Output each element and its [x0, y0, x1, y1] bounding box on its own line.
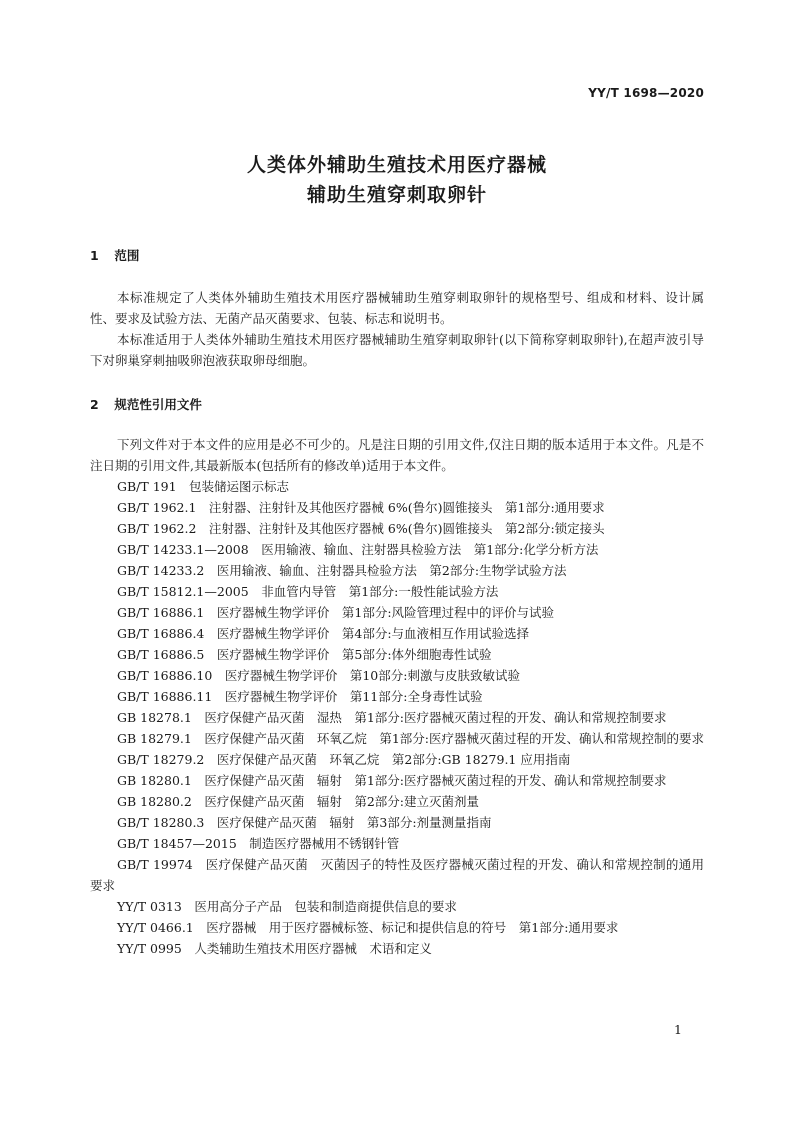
scope-paragraph-1: 本标准规定了人类体外辅助生殖技术用医疗器械辅助生殖穿刺取卵针的规格型号、组成和材料、设计属性、要求及试验方法、无菌产品灭菌要求、包装、标志和说明书。 — [90, 290, 704, 326]
standard-number: YY/T 1698—2020 — [588, 86, 704, 100]
reference-item: YY/T 0466.1 医疗器械 用于医疗器械标签、标记和提供信息的符号 第1部分:通用要求 — [117, 920, 619, 935]
page-number: 1 — [674, 1022, 682, 1037]
section-2-title: 规范性引用文件 — [114, 397, 202, 412]
reference-item: GB 18280.2 医疗保健产品灭菌 辐射 第2部分:建立灭菌剂量 — [117, 794, 480, 809]
reference-item: GB/T 1962.1 注射器、注射针及其他医疗器械 6%(鲁尔)圆锥接头 第1部分:通用要求 — [117, 500, 605, 515]
section-1-heading — [90, 246, 139, 264]
reference-item: GB/T 16886.4 医疗器械生物学评价 第4部分:与血液相互作用试验选择 — [117, 626, 530, 641]
reference-item: GB/T 19974 医疗保健产品灭菌 灭菌因子的特性及医疗器械灭菌过程的开发、确认和常规控制的通用要求 — [90, 857, 704, 893]
reference-item: GB/T 14233.2 医用输液、输血、注射器具检验方法 第2部分:生物学试验方法 — [117, 563, 567, 578]
reference-item: GB/T 16886.11 医疗器械生物学评价 第11部分:全身毒性试验 — [117, 689, 483, 704]
section-1-title: 范围 — [114, 248, 140, 263]
reference-item: GB/T 1962.2 注射器、注射针及其他医疗器械 6%(鲁尔)圆锥接头 第2部分:锁定接头 — [117, 521, 605, 536]
reference-item: GB/T 14233.1—2008 医用输液、输血、注射器具检验方法 第1部分:化学分析方法 — [117, 542, 599, 557]
reference-item: GB 18279.1 医疗保健产品灭菌 环氧乙烷 第1部分:医疗器械灭菌过程的开发、确认和常规控制的要求 — [117, 731, 705, 746]
section-2-heading — [90, 395, 202, 413]
reference-item: GB/T 18280.3 医疗保健产品灭菌 辐射 第3部分:剂量测量指南 — [117, 815, 492, 830]
reference-item: GB/T 16886.1 医疗器械生物学评价 第1部分:风险管理过程中的评价与试验 — [117, 605, 555, 620]
reference-item: YY/T 0313 医用高分子产品 包装和制造商提供信息的要求 — [117, 899, 457, 914]
reference-item: GB/T 16886.5 医疗器械生物学评价 第5部分:体外细胞毒性试验 — [117, 647, 492, 662]
section-2-number: 2 — [90, 397, 99, 412]
reference-item: GB 18280.1 医疗保健产品灭菌 辐射 第1部分:医疗器械灭菌过程的开发、确认和常规控制要求 — [117, 773, 667, 788]
document-title-line-2: 辅助生殖穿刺取卵针 — [306, 184, 487, 206]
references-intro: 下列文件对于本文件的应用是必不可少的。凡是注日期的引用文件,仅注日期的版本适用于本文件。凡是不注日期的引用文件,其最新版本(包括所有的修改单)适用于本文件。 — [90, 437, 704, 473]
reference-item: GB/T 15812.1—2005 非血管内导管 第1部分:一般性能试验方法 — [117, 584, 499, 599]
reference-item: GB/T 18279.2 医疗保健产品灭菌 环氧乙烷 第2部分:GB 18279.1 应用指南 — [117, 752, 571, 767]
reference-item: GB/T 16886.10 医疗器械生物学评价 第10部分:刺激与皮肤致敏试验 — [117, 668, 520, 683]
document-title-line-1: 人类体外辅助生殖技术用医疗器械 — [246, 154, 547, 176]
scope-paragraph-2: 本标准适用于人类体外辅助生殖技术用医疗器械辅助生殖穿刺取卵针(以下简称穿刺取卵针),在超声波引导下对卵巢穿刺抽吸卵泡液获取卵母细胞。 — [90, 332, 704, 368]
reference-item: GB 18278.1 医疗保健产品灭菌 湿热 第1部分:医疗器械灭菌过程的开发、确认和常规控制要求 — [117, 710, 667, 725]
section-1-number: 1 — [90, 248, 99, 263]
reference-list — [90, 476, 704, 959]
reference-item: YY/T 0995 人类辅助生殖技术用医疗器械 术语和定义 — [117, 941, 432, 956]
reference-item: GB/T 191 包装储运图示标志 — [117, 479, 290, 494]
reference-item: GB/T 18457—2015 制造医疗器械用不锈钢针管 — [117, 836, 400, 851]
